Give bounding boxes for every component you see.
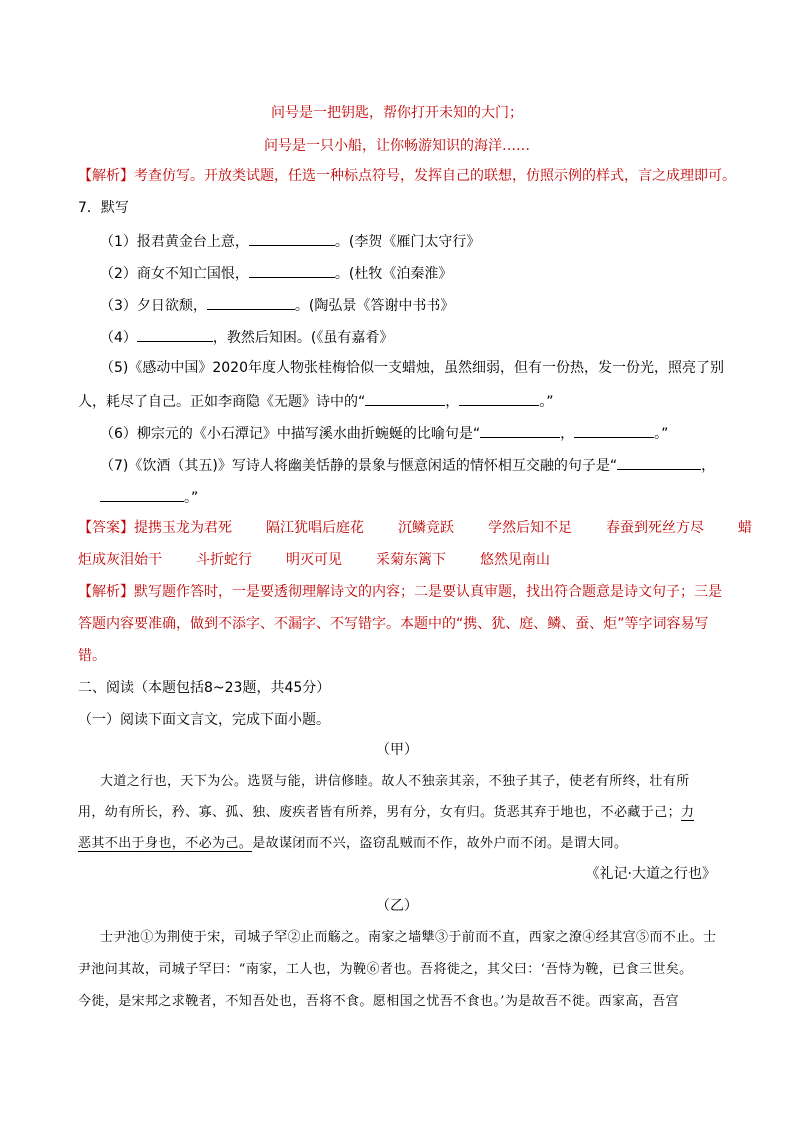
- passage-yi-line-3: 今徙，是宋邦之求鞔者，不知吾处也，吾将不食。愿相国之忧吾不食也。’为是故吾不徙。西家高，吾宫: [78, 994, 680, 1009]
- passage-jia-heading: （甲）: [376, 742, 418, 758]
- poem-line-1: 问号是一把钥匙，帮你打开未知的大门；: [271, 105, 523, 121]
- q7-item-7-text: （7)《饮酒（其五)》写诗人将幽美恬静的景象与惬意闲适的情怀相互交融的句子是“: [100, 458, 618, 474]
- passage-yi-line-2: 尹池问其故，司城子罕曰：“南家，工人也，为鞔⑥者也。吾将徙之，其父曰：‘吾恃为鞔，已食三世矣。: [78, 962, 693, 977]
- answer-item: 悠然见南山: [480, 552, 550, 568]
- answer-item: 沉鳞竞跃: [398, 520, 454, 536]
- q7-item-5-comma: ，: [445, 394, 460, 410]
- analysis-tag: 【解析】: [78, 168, 134, 184]
- passage-yi-heading: （乙）: [376, 898, 418, 914]
- q7-item-3: [100, 295, 454, 315]
- passage-yi-line-1: 士尹池①为荆使于宋，司城子罕②止而觞之。南家之墙犨③于前而不直，西家之潦④经其宫⑤而不止。士: [100, 930, 717, 945]
- passage-jia-line-3: [78, 835, 627, 853]
- analysis-tag: 【解析】: [78, 584, 134, 600]
- answer-item: 明灭可见: [286, 552, 342, 568]
- q7-item-7-line-2: [100, 487, 198, 507]
- q7-item-5-line-2: [78, 391, 554, 411]
- q7-item-7-line-1: [100, 455, 715, 475]
- q7-item-2-text: （2）商女不知亡国恨，: [100, 266, 249, 282]
- answer-item: 提携玉龙为君死: [134, 520, 232, 536]
- analysis-text: 考查仿写。开放类试题，任选一种标点符号，发挥自己的联想，仿照示例的样式，言之成理即可。: [134, 168, 736, 184]
- analysis-7-line-1: [78, 583, 722, 601]
- answer-7-line-1: [78, 519, 752, 537]
- q7-item-6: [100, 423, 668, 443]
- q7-item-4: [100, 327, 393, 347]
- answer-blank: [480, 423, 560, 438]
- answer-blank: [365, 391, 445, 406]
- passage-jia-text: 用，幼有所长，矜、寡、孤、独、废疾者皆有所养，男有分，女有归。货恶其弃于地也，不必藏于己；: [78, 805, 682, 820]
- answer-blank: [617, 455, 701, 470]
- q7-item-3-source: 。(陶弘景《答谢中书书》: [294, 298, 455, 314]
- answer-item: 春蚕到死丝方尽: [606, 520, 704, 536]
- answer-blank: [574, 423, 654, 438]
- passage-jia-line-1: 大道之行也，天下为公。选贤与能，讲信修睦。故人不独亲其亲，不独子其子，使老有所终，壮有所: [100, 774, 690, 789]
- q7-item-7-end: 。”: [184, 490, 199, 506]
- analysis-6: [78, 167, 736, 185]
- q7-item-2-source: 。(杜牧《泊秦淮》: [334, 266, 453, 282]
- q7-item-5-end: 。”: [539, 394, 554, 410]
- answer-item: 学然后知不足: [488, 520, 572, 536]
- q7-item-5-text: 人，耗尽了自己。正如李商隐《无题》诗中的“: [78, 394, 366, 410]
- underlined-text: 恶其不出于身也，不必为己。: [78, 836, 253, 851]
- answer-blank: [100, 487, 184, 502]
- analysis-7-line-3: 错。: [78, 648, 106, 664]
- passage-jia-line-2: [78, 804, 694, 822]
- q7-item-4-text: ，教然后知困。(《虽有嘉肴》: [212, 330, 394, 346]
- q7-item-6-end: 。”: [654, 426, 669, 442]
- answer-item: 采菊东篱下: [376, 552, 446, 568]
- q7-item-1: [100, 231, 480, 251]
- poem-line-2: 问号是一只小船，让你畅游知识的海洋……: [264, 138, 530, 154]
- q7-item-5-line-1: （5)《感动中国》2020年度人物张桂梅恰似一支蜡烛，虽然细弱，但有一份热，发一份光，照亮了别: [100, 360, 724, 376]
- q7-item-7-comma: ，: [701, 458, 716, 474]
- answer-item: 隔江犹唱后庭花: [266, 520, 364, 536]
- q7-item-2: [100, 263, 452, 283]
- answer-blank: [249, 231, 335, 246]
- answer-7-line-2: [78, 551, 550, 569]
- answer-item: 炬成灰泪始干: [78, 552, 162, 568]
- answer-blank: [207, 295, 295, 310]
- passage-jia-source: 《礼记·大道之行也》: [585, 866, 716, 882]
- answer-blank: [137, 327, 213, 342]
- q7-item-6-text: （6）柳宗元的《小石潭记》中描写溪水曲折蜿蜒的比喻句是“: [100, 426, 481, 442]
- answer-blank: [459, 391, 539, 406]
- answer-item: 蜡: [738, 520, 752, 536]
- q7-item-4-prefix: （4）: [100, 330, 137, 346]
- answer-tag: 【答案】: [78, 520, 134, 536]
- section-2-instruction: （一）阅读下面文言文，完成下面小题。: [78, 712, 330, 728]
- answer-item: 斗折蛇行: [196, 552, 252, 568]
- underlined-text: 力: [681, 805, 695, 820]
- section-2-title: 二、阅读（本题包括8~23题，共45分）: [78, 680, 331, 696]
- analysis-7-line-2: 答题内容要准确，做到不添字、不漏字、不写错字。本题中的“携、犹、庭、鳞、蚕、炬”等字词容易写: [78, 616, 709, 632]
- q7-item-1-text: （1）报君黄金台上意，: [100, 234, 249, 250]
- q7-item-6-comma: ，: [560, 426, 575, 442]
- passage-jia-text: 是故谋闭而不兴，盗窃乱贼而不作，故外户而不闭。是谓大同。: [252, 836, 628, 851]
- q7-item-3-text: （3）夕日欲颓，: [100, 298, 207, 314]
- question-7-title: 7．默写: [78, 200, 129, 216]
- q7-item-1-source: 。(李贺《雁门太守行》: [334, 234, 481, 250]
- answer-blank: [249, 263, 335, 278]
- analysis-text: 默写题作答时，一是要透彻理解诗文的内容；二是要认真审题，找出符合题意是诗文句子；三是: [134, 584, 722, 600]
